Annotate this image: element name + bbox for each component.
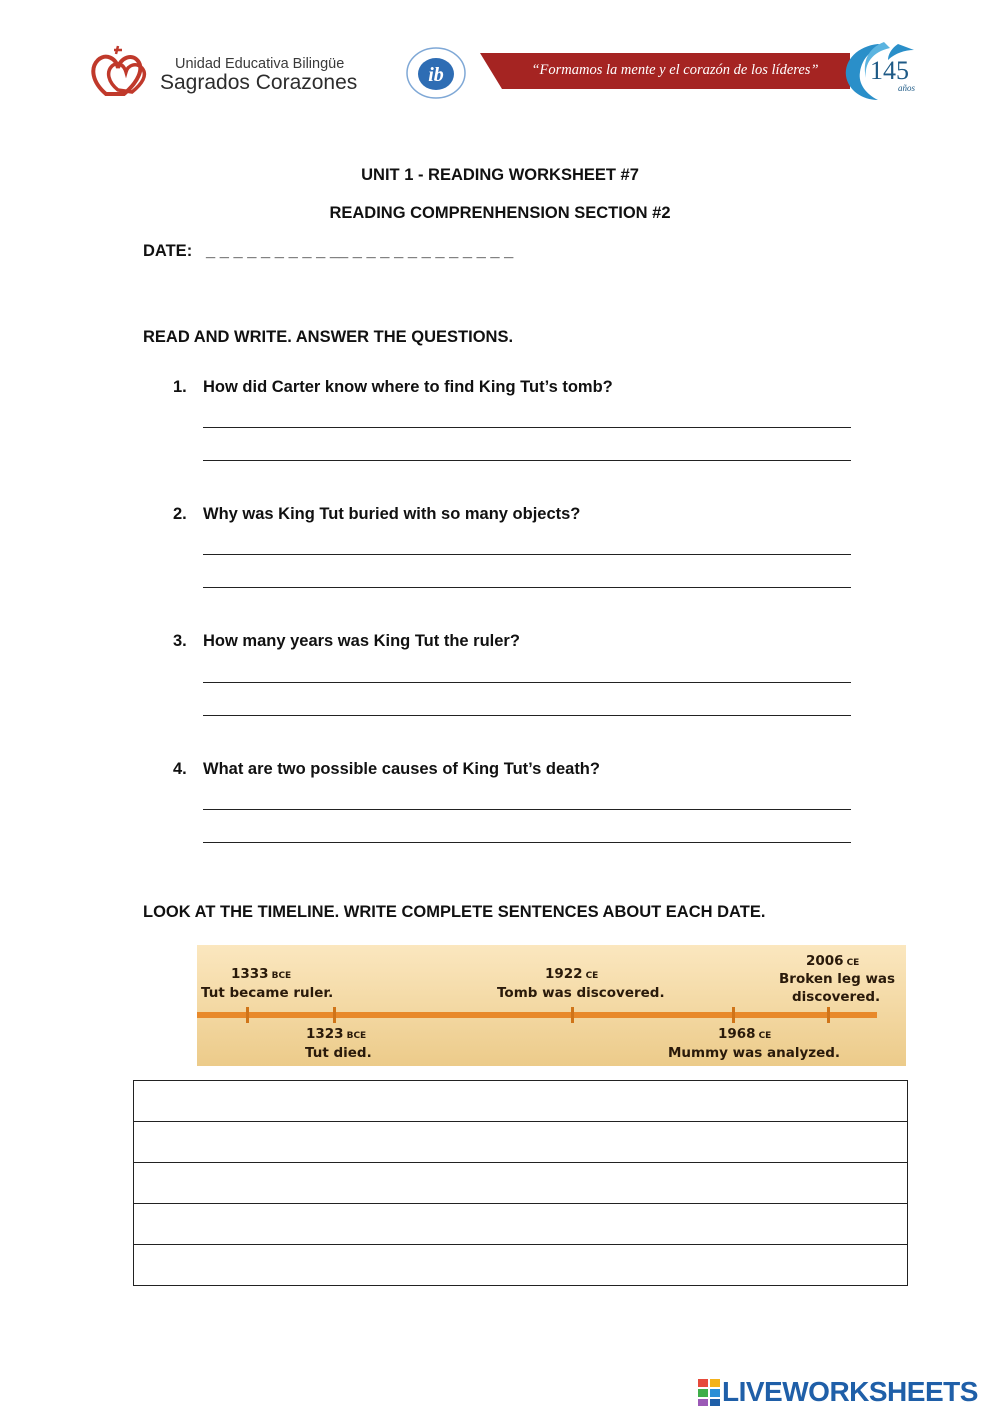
question-4-text: What are two possible causes of King Tut’s death? [203, 760, 600, 778]
date-input-blank[interactable]: _ _ _ _ _ _ _ _ _ __ _ _ _ _ _ _ _ _ _ _ _ _ [206, 242, 514, 260]
anniversary-number: 145 [870, 56, 909, 85]
question-4-answer-line-2[interactable] [203, 842, 851, 843]
school-logo [88, 44, 158, 100]
answer-cell-4[interactable] [134, 1204, 908, 1245]
question-1-text: How did Carter know where to find King Tut’s tomb? [203, 378, 613, 396]
question-3-text: How many years was King Tut the ruler? [203, 632, 520, 650]
question-2-answer-line-1[interactable] [203, 554, 851, 555]
school-name-line2: Sagrados Corazones [160, 71, 358, 94]
answer-cell-2[interactable] [134, 1122, 908, 1163]
liveworksheets-brand[interactable]: LIVEWORKSHEETS [722, 1376, 978, 1407]
timeline-desc-1323: Tut died. [305, 1045, 372, 1061]
table-row [134, 1163, 908, 1204]
question-4-number: 4. [173, 760, 187, 778]
timeline-date-1922: 1922 CE [545, 966, 599, 982]
question-2-number: 2. [173, 505, 187, 523]
anniversary-word: años [898, 83, 916, 93]
timeline-date-1323: 1323 BCE [306, 1026, 367, 1042]
table-row [134, 1245, 908, 1286]
timeline-image [197, 945, 906, 1066]
question-1-answer-line-2[interactable] [203, 460, 851, 461]
instruction-read-write: READ AND WRITE. ANSWER THE QUESTIONS. [143, 328, 514, 346]
timeline-tick-1922 [571, 1007, 574, 1023]
table-row [134, 1081, 908, 1122]
question-2-text: Why was King Tut buried with so many objects? [203, 505, 581, 523]
timeline-date-1333: 1333 BCE [231, 966, 292, 982]
school-name-line1: Unidad Educativa Bilingüe [175, 56, 345, 72]
question-3-number: 3. [173, 632, 187, 650]
timeline-date-2006: 2006 CE [806, 953, 860, 969]
ib-text: ib [428, 64, 444, 86]
liveworksheets-icon [697, 1377, 721, 1407]
date-label: DATE: [143, 242, 193, 260]
timeline-tick-2006 [827, 1007, 830, 1023]
timeline-bar [197, 1012, 877, 1018]
timeline-desc-1968: Mummy was analyzed. [668, 1045, 841, 1061]
question-4-answer-line-1[interactable] [203, 809, 851, 810]
timeline-answer-table [133, 1080, 908, 1286]
answer-cell-5[interactable] [134, 1245, 908, 1286]
ib-logo [405, 46, 467, 100]
timeline-desc-2006-line2: discovered. [792, 989, 881, 1005]
timeline-date-1968: 1968 CE [718, 1026, 772, 1042]
answer-cell-3[interactable] [134, 1163, 908, 1204]
timeline-desc-2006-line1: Broken leg was [779, 971, 896, 987]
instruction-timeline: LOOK AT THE TIMELINE. WRITE COMPLETE SENTENCES ABOUT EACH DATE. [143, 903, 766, 921]
timeline-desc-1333: Tut became ruler. [201, 985, 334, 1001]
table-row [134, 1204, 908, 1245]
timeline-tick-1323 [333, 1007, 336, 1023]
worksheet-subtitle: READING COMPRENHENSION SECTION #2 [329, 204, 671, 222]
question-2-answer-line-2[interactable] [203, 587, 851, 588]
motto-text: “Formamos la mente y el corazón de los líderes” [531, 62, 819, 78]
question-3-answer-line-1[interactable] [203, 682, 851, 683]
table-row [134, 1122, 908, 1163]
question-1-answer-line-1[interactable] [203, 427, 851, 428]
timeline-tick-1333 [246, 1007, 249, 1023]
question-1-number: 1. [173, 378, 187, 396]
timeline-desc-1922: Tomb was discovered. [497, 985, 665, 1001]
answer-cell-1[interactable] [134, 1081, 908, 1122]
question-3-answer-line-2[interactable] [203, 715, 851, 716]
timeline-tick-1968 [732, 1007, 735, 1023]
worksheet-title: UNIT 1 - READING WORKSHEET #7 [361, 166, 639, 184]
